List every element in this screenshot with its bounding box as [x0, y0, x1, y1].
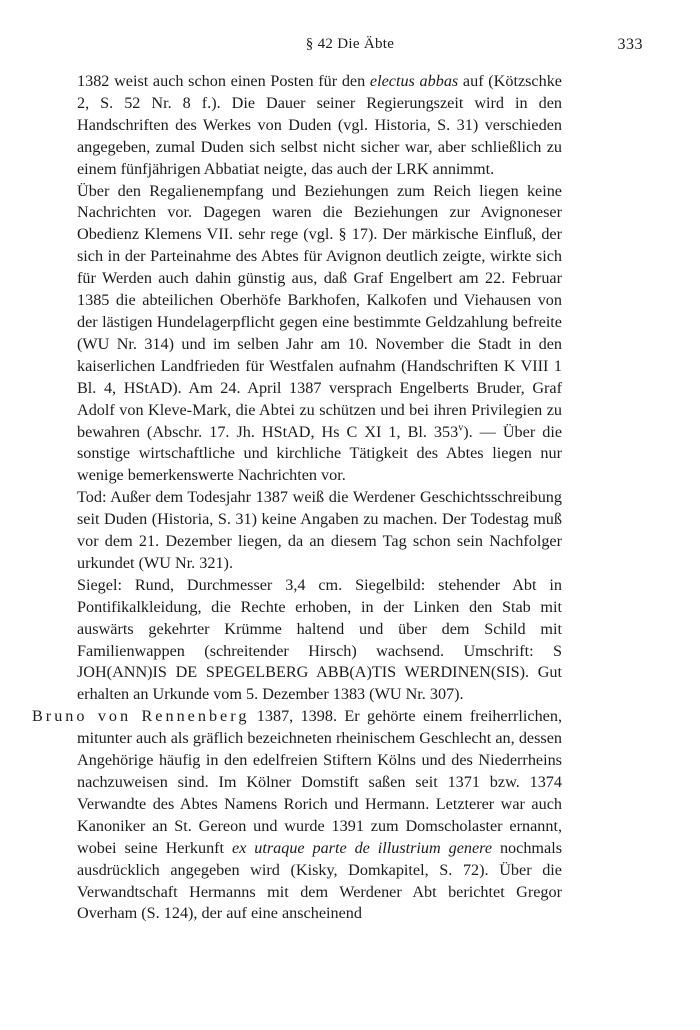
- italic-quote: ex utraque parte de illustrium genere: [231, 838, 493, 857]
- body-text: [32, 71, 563, 925]
- paragraph-siegel: Siegel: Rund, Durchmesser 3,4 cm. Siegelbild: stehender Abt in Pontifikalkleidung, die Rechte erhoben, in der Linken den Stab mit auswärts gekehrter Krümme haltend und über dem Schild mit Familienwappen (schreitender Hirsch) wachsend. Umschrift: S JOH(ANN)IS DE SPEGELBERG ABB(A)TIS WERDINEN(SIS). Gut erhalten an Urkunde vom 5. Dezember 1383 (WU Nr. 307).: [77, 575, 562, 704]
- text-run: auf (Kötzschke 2, S. 52 Nr. 8 f.). Die Dauer seiner Regierungszeit wird in den Handschriften des Werkes von Duden (vgl. Historia, S. 31) verschieden angegeben, zumal Duden sich selbst nicht sicher war, aber schließlich zu einem fünfjährigen Abbatiat neigte, das auch der LRK annimmt.: [77, 72, 562, 178]
- paragraph-regalien: [77, 181, 562, 488]
- text-run: Über den Regalienempfang und Beziehungen zum Reich liegen keine Nachrichten vor. Dagegen waren die Beziehungen zur Avignoneser Obedienz Klemens VII. sehr rege (vgl. § 17). Der märkische Einfluß, der sich in der Parteinahme des Abtes für Avignon deutlich zeigte, wirkte sich für Werden auch dahin günstig aus, daß Graf Engelbert am 22. Februar 1385 die abteilichen Oberhöfe Barkhofen, Kalkofen und Viehausen von der lästigen Hundelagerpflicht gegen eine bestimmte Geldzahlung befreite (WU Nr. 314) und im selben Jahr am 10. November die Stadt in den kaiserlichen Landfrieden für Westfalen aufnahm (Handschriften K VIII 1 Bl. 4, HStAD). Am 24. April 1387 versprach Engelberts Bruder, Graf Adolf von Kleve-Mark, die Abtei zu schützen und bei ihren Privilegien zu bewahren (Abschr. 17. Jh. HStAD, Hs C XI 1, Bl. 353: [77, 181, 562, 441]
- paragraph-tod: Tod: Außer dem Todesjahr 1387 weiß die Werdener Geschichtsschreibung seit Duden (Historia, S. 31) keine Angaben zu machen. Der Todestag muß vor dem 21. Dezember liegen, da an diesem Tag schon sein Nachfolger urkundet (WU Nr. 321).: [77, 488, 562, 572]
- page-number: 333: [617, 36, 643, 53]
- italic-term: electus abbas: [369, 72, 459, 90]
- text-run: 1382 weist auch schon einen Posten für den: [77, 72, 370, 90]
- section-title: § 42 Die Äbte: [305, 36, 395, 52]
- text-run: nochmals ausdrücklich angegeben wird (Kisky, Domkapitel, S. 72). Über die Verwandtschaft Hermanns mit dem Werdener Abt berichtet Gregor Overham (S. 124), der auf eine anscheinend: [77, 838, 563, 923]
- text-run: 1387, 1398. Er gehörte einem freiherrlichen, mitunter auch als gräflich bezeichneten rheinischem Geschlecht an, dessen Angehörige häufig in den edelfreien Stiftern Kölns und des Niederrheins nachzuweisen sind. Im Kölner Domstift saßen seit 1371 bzw. 1374 Verwandte des Abtes Namens Rorich und Hermann. Letzterer war auch Kanoniker an St. Gereon und wurde 1391 zum Domscholaster ernannt, wobei seine Herkunft: [77, 707, 562, 857]
- running-head: [0, 36, 700, 60]
- abbot-name: Bruno von Rennenberg: [32, 707, 250, 726]
- paragraph-register-1382: [77, 71, 562, 181]
- paragraph-bruno-von-rennenberg: [32, 706, 562, 925]
- text-run: ). — Über die sonstige wirtschaftliche und kirchliche Tätigkeit des Abtes liegen nur wenige bemerkenswerte Nachrichten vor.: [77, 422, 563, 485]
- superscript: v: [458, 422, 464, 434]
